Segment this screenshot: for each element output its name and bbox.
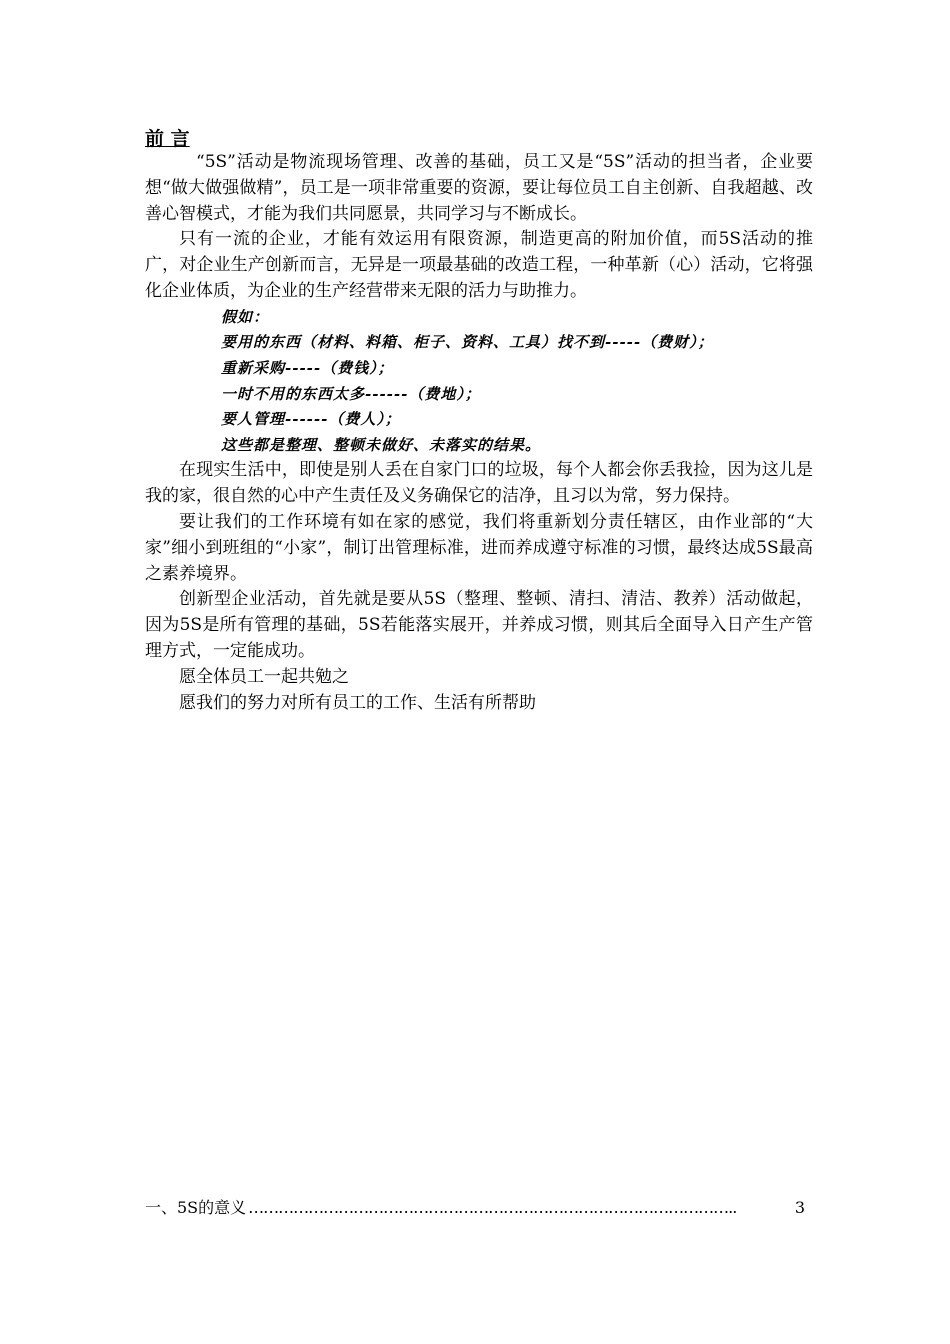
paragraph-intro: “5S”活动是物流现场管理、改善的基础，员工又是“5S”活动的担当者，企业要想“做大做强做精”，员工是一项非常重要的资源，要让每位员工自主创新、自我超越、改善心智模式，才能为我们共同愿景，共同学习与不断成长。 <box>145 152 813 224</box>
emphasis-line-repurchase: 重新采购-----（费钱）； <box>221 358 394 377</box>
emphasis-line-waste-money: 要用的东西（材料、料箱、柜子、资料、工具）找不到-----（费财）； <box>221 333 714 352</box>
page-title: 前 言 <box>145 128 190 150</box>
paragraph-hope-help: 愿我们的努力对所有员工的工作、生活有所帮助 <box>179 692 536 713</box>
emphasis-line-waste-people: 要人管理------（费人）； <box>221 410 401 429</box>
emphasis-line-waste-space: 一时不用的东西太多------（费地）； <box>221 384 481 403</box>
paragraph-real-life: 在现实生活中，即使是别人丢在自家门口的垃圾，每个人都会你丢我捡，因为这儿是我的家，很自然的心中产生责任及义务确保它的洁净，且习以为常，努力保持。 <box>145 460 813 507</box>
emphasis-line-result: 这些都是整理、整顿未做好、未落实的结果。 <box>221 435 542 454</box>
emphasis-line-suppose: 假如： <box>221 307 270 326</box>
paragraph-work-environment: 要让我们的工作环境有如在家的感觉，我们将重新划分责任辖区，由作业部的“大家”细小到班组的“小家”，制订出管理标准，进而养成遵守标准的习惯，最终达成5S最高之素养境界。 <box>145 511 813 584</box>
toc-page-number: 3 <box>794 1198 805 1217</box>
paragraph-first-class-enterprise: 只有一流的企业，才能有效运用有限资源，制造更高的附加价值，而5S活动的推广，对企业生产创新而言，无异是一项最基础的改造工程，一种革新（心）活动，它将强化企业体质，为企业的生产经营带来无限的活力与助推力。 <box>145 229 813 301</box>
toc-entry[interactable] <box>145 1196 805 1220</box>
document-body <box>145 150 813 716</box>
emphasis-block <box>145 305 813 459</box>
toc-entry-label: 一、5S的意义 <box>145 1198 247 1217</box>
toc-dot-leader: …………………………………………………………………………………….. <box>248 1198 737 1217</box>
paragraph-innovative-enterprise: 创新型企业活动，首先就是要从5S（整理、整顿、清扫、清洁、教养）活动做起，因为5S是所有管理的基础，5S若能落实展开，并养成习惯，则其后全面导入日产生产管理方式，一定能成功。 <box>145 589 813 661</box>
paragraph-encourage-all: 愿全体员工一起共勉之 <box>179 666 349 687</box>
